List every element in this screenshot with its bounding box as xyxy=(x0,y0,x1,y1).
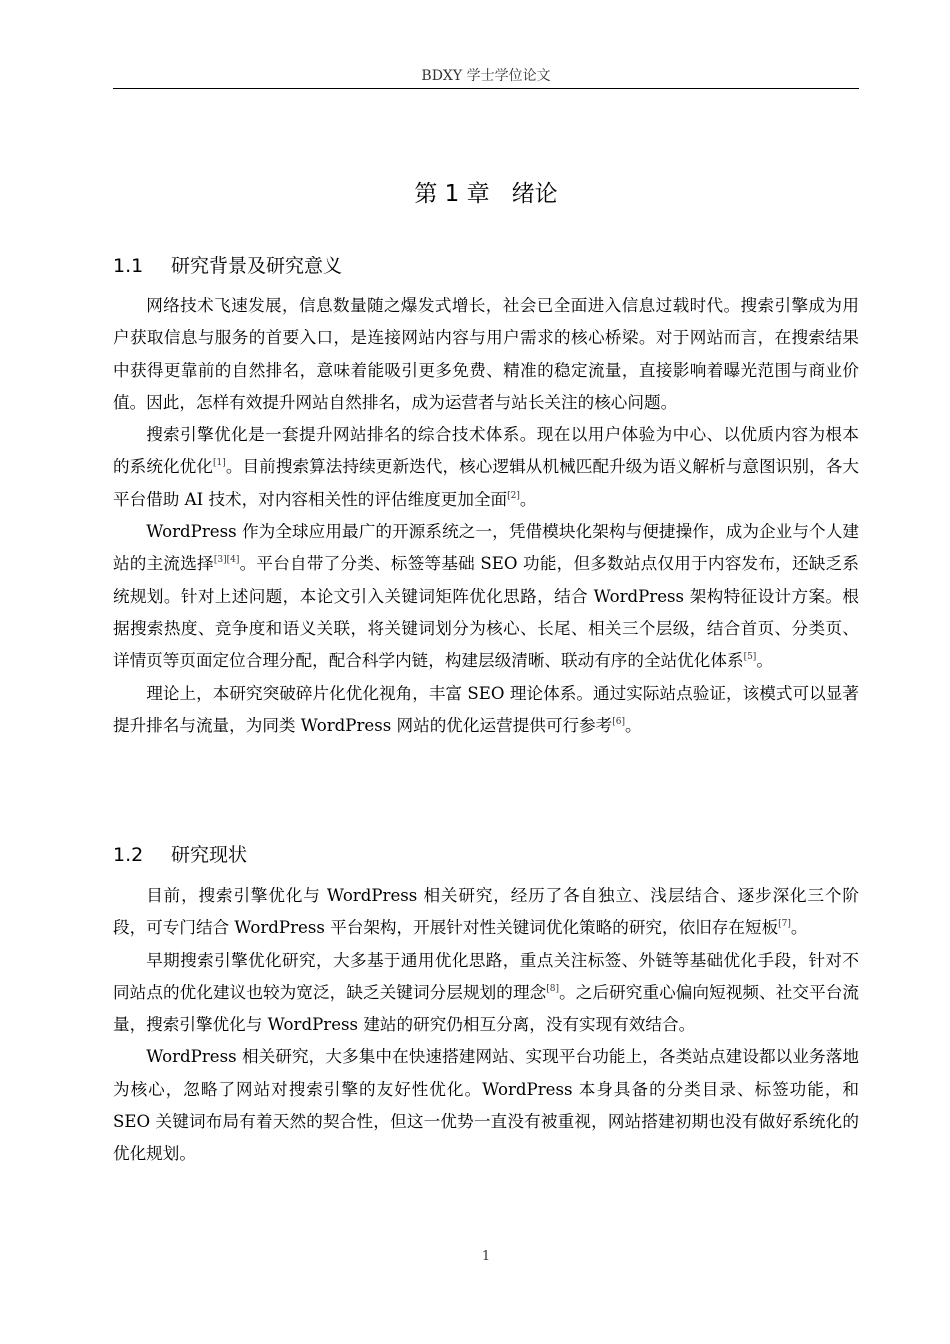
section-title-1-1 xyxy=(113,252,859,280)
body-paragraph xyxy=(113,419,859,516)
citation-ref: [7] xyxy=(778,919,791,930)
chapter-number: 第 1 章 xyxy=(414,181,490,207)
paragraph-text: WordPress 相关研究，大多集中在快速搭建网站、实现平台功能上，各类站点建设都以业务落地为核心，忽略了网站对搜索引擎的友好性优化。WordPress 本身具备的分类目录、标签功能，和 SEO 关键词布局有着天然的契合性，但这一优势一直没有被重视，网站搭建初期也没有做好系统化的优化规划。 xyxy=(113,1047,859,1164)
paragraph-text: 。之后研究重心偏向短视频、社交平台流量，搜索引擎优化与 WordPress 建站的研究仍相互分离，没有实现有效结合。 xyxy=(113,982,860,1035)
body-paragraph xyxy=(113,290,859,419)
chapter-title xyxy=(113,178,859,210)
page-number: 1 xyxy=(481,1249,491,1264)
citation-ref: [5] xyxy=(743,652,757,663)
paragraph-text: 。 xyxy=(756,651,773,671)
body-paragraph xyxy=(113,516,859,677)
paragraph-text: 理论上，本研究突破碎片化优化视角，丰富 SEO 理论体系。通过实际站点验证，该模式可以显著提升排名与流量，为同类 WordPress 网站的优化运营提供可行参考 xyxy=(113,683,859,735)
paragraph-text: 。平台自带了分类、标签等基础 SEO 功能，但多数站点仅用于内容发布，还缺乏系统规划。针对上述问题，本论文引入关键词矩阵优化思路，结合 WordPress 架构特征设计方案。根据搜索热度、竞争度和语义关联，将关键词划分为核心、长尾、相关三个层级，结合首页、分类页、详情页等页面定位合理分配，配合科学内链，构建层级清晰、联动有序的全站优化体系 xyxy=(113,554,860,671)
paragraph-text: 网络技术飞速发展，信息数量随之爆发式增长，社会已全面进入信息过载时代。搜索引擎成为用户获取信息与服务的首要入口，是连接网站内容与用户需求的核心桥梁。对于网站而言，在搜索结果中获得更靠前的自然排名，意味着能吸引更多免费、精准的稳定流量，直接影响着曝光范围与商业价值。因此，怎样有效提升网站自然排名，成为运营者与站长关注的核心问题。 xyxy=(113,296,859,412)
paragraph-text: 。 xyxy=(519,489,537,509)
body-paragraph xyxy=(113,945,859,1042)
citation-ref: [2] xyxy=(507,490,520,501)
citation-ref: [1] xyxy=(213,458,226,469)
paragraph-text: WordPress 作为全球应用最广的开源系统之一，凭借模块化架构与便捷操作，成为企业与个人建站的主流选择 xyxy=(113,522,859,574)
section-number: 1.2 xyxy=(113,844,144,866)
paragraph-text: 搜索引擎优化是一套提升网站排名的综合技术体系。现在以用户体验为中心、以优质内容为根本的系统化优化 xyxy=(113,425,859,477)
citation-ref: [6] xyxy=(612,716,625,727)
header-rule xyxy=(113,88,859,89)
paragraph-text: 。 xyxy=(624,715,642,735)
paragraph-text: 目前，搜索引擎优化与 WordPress 相关研究，经历了各自独立、浅层结合、逐步深化三个阶段，可专门结合 WordPress 平台架构，开展针对性关键词优化策略的研究，依旧存在短板 xyxy=(113,886,859,938)
paragraph-text: 早期搜索引擎优化研究，大多基于通用优化思路，重点关注标签、外链等基础优化手段，针对不同站点的优化建议也较为宽泛，缺乏关键词分层规划的理念 xyxy=(113,950,859,1002)
body-paragraph xyxy=(113,678,859,743)
body-paragraph xyxy=(113,880,859,945)
paragraph-text: 。 xyxy=(790,918,808,938)
body-paragraph xyxy=(113,1041,859,1170)
section-name: 研究背景及研究意义 xyxy=(171,255,343,277)
section-body-1-2 xyxy=(113,880,859,1171)
section-body-1-1 xyxy=(113,290,859,742)
citation-ref: [3][4] xyxy=(213,555,240,566)
paragraph-text: 。目前搜索算法持续更新迭代，核心逻辑从机械匹配升级为语义解析与意图识别，各大平台借助 AI 技术，对内容相关性的评估维度更加全面 xyxy=(113,457,860,509)
chapter-name: 绪论 xyxy=(511,181,558,207)
citation-ref: [8] xyxy=(546,983,560,994)
section-number: 1.1 xyxy=(113,255,144,277)
running-header: BDXY 学士学位论文 xyxy=(421,68,551,84)
section-title-1-2 xyxy=(113,841,859,869)
section-name: 研究现状 xyxy=(171,844,248,866)
